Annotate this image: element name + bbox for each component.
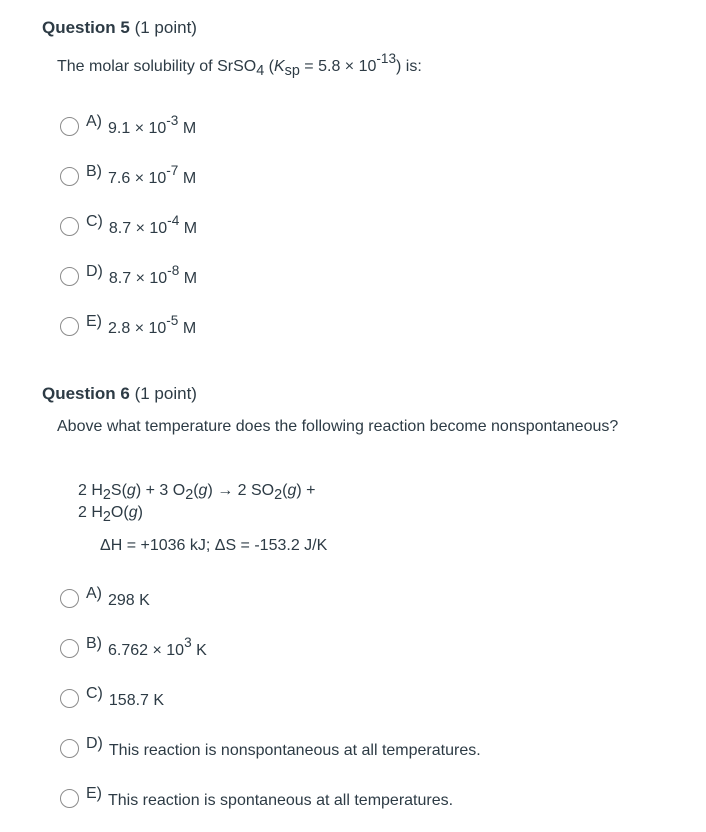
exponent: -7 — [166, 162, 179, 178]
option-letter: B) — [86, 163, 102, 180]
eq-text: ) + — [296, 482, 316, 499]
stem-text: = 5.8 × 10 — [299, 58, 377, 75]
radio-button[interactable] — [60, 167, 79, 186]
question-5-points: (1 point) — [134, 18, 197, 37]
reaction-equation-line-2 — [78, 504, 143, 526]
eq-text: O( — [110, 504, 129, 521]
mantissa: 8.7 × 10 — [108, 220, 168, 237]
mantissa: 9.1 × 10 — [108, 120, 167, 137]
mantissa: 8.7 × 10 — [108, 270, 168, 287]
unit: M — [178, 120, 197, 137]
option-value: 298 K — [108, 592, 150, 609]
eq-state: g — [198, 482, 208, 499]
option-value — [108, 162, 197, 188]
q5-option-a[interactable] — [60, 112, 197, 137]
question-6-number: Question 6 — [42, 384, 130, 403]
radio-button[interactable] — [60, 317, 79, 336]
radio-button[interactable] — [60, 589, 79, 608]
unit: M — [178, 170, 197, 187]
unit: M — [179, 220, 198, 237]
unit: M — [178, 320, 197, 337]
option-letter: A) — [86, 113, 102, 130]
radio-button[interactable] — [60, 689, 79, 708]
option-value: This reaction is spontaneous at all temperatures. — [108, 792, 454, 809]
eq-text: ( — [193, 482, 199, 499]
q5-option-b[interactable] — [60, 162, 197, 187]
radio-button[interactable] — [60, 217, 79, 236]
radio-button[interactable] — [60, 639, 79, 658]
q6-option-e[interactable] — [60, 785, 454, 809]
option-value: 158.7 K — [108, 692, 165, 709]
stem-exp: -13 — [376, 50, 397, 66]
q6-option-c[interactable] — [60, 685, 165, 709]
option-letter: E) — [86, 313, 102, 330]
option-value — [108, 312, 197, 338]
q6-option-b[interactable] — [60, 634, 207, 659]
eq-text: ) — [137, 504, 143, 521]
eq-state: g — [128, 504, 138, 521]
stem-sub: 4 — [256, 63, 265, 80]
option-letter: D) — [86, 735, 103, 752]
question-6-points: (1 point) — [134, 384, 197, 403]
eq-sub: 2 — [102, 509, 111, 526]
thermo-values: ΔH = +1036 kJ; ΔS = -153.2 J/K — [100, 537, 328, 554]
mantissa: 7.6 × 10 — [108, 170, 167, 187]
q5-option-d[interactable] — [60, 262, 198, 287]
option-value — [108, 634, 207, 660]
mantissa: 2.8 × 10 — [108, 320, 167, 337]
question-6-header — [42, 384, 197, 404]
radio-button[interactable] — [60, 789, 79, 808]
stem-text: The molar solubility of SrSO — [57, 58, 257, 75]
q6-option-d[interactable] — [60, 735, 481, 759]
unit: M — [179, 270, 198, 287]
q5-option-c[interactable] — [60, 212, 198, 237]
exponent: -8 — [167, 262, 180, 278]
option-value — [108, 212, 198, 238]
option-value — [108, 112, 197, 138]
stem-ksp: K — [273, 58, 285, 75]
option-letter: E) — [86, 785, 102, 802]
question-5-stem — [57, 50, 422, 80]
exponent: -3 — [166, 112, 179, 128]
stem-ksp-sub: sp — [284, 63, 300, 80]
option-letter: C) — [86, 685, 103, 702]
option-value: This reaction is nonspontaneous at all temperatures. — [108, 742, 481, 759]
eq-sub: 2 — [274, 487, 283, 504]
reaction-equation-line-1 — [78, 482, 316, 504]
option-value — [108, 262, 198, 288]
eq-text: 2 H — [78, 482, 103, 499]
eq-sub: 2 — [102, 487, 111, 504]
question-5-header — [42, 18, 197, 38]
stem-text: ( — [264, 58, 274, 75]
exponent: 3 — [184, 634, 192, 650]
radio-button[interactable] — [60, 739, 79, 758]
radio-button[interactable] — [60, 117, 79, 136]
mantissa: 6.762 × 10 — [108, 642, 185, 659]
stem-text: ) is: — [396, 58, 422, 75]
radio-button[interactable] — [60, 267, 79, 286]
exponent: -5 — [166, 312, 179, 328]
exponent: -4 — [167, 212, 180, 228]
option-letter: B) — [86, 635, 102, 652]
eq-sub: 2 — [185, 487, 194, 504]
unit: K — [191, 642, 207, 659]
eq-text: ) + 3 O — [135, 482, 186, 499]
q5-option-e[interactable] — [60, 312, 197, 337]
eq-text: ) → 2 SO — [207, 482, 275, 499]
question-5-number: Question 5 — [42, 18, 130, 37]
eq-text: ( — [282, 482, 288, 499]
eq-text: S( — [110, 482, 127, 499]
eq-state: g — [126, 482, 136, 499]
q6-option-a[interactable] — [60, 585, 150, 609]
eq-state: g — [287, 482, 297, 499]
question-6-stem: Above what temperature does the following reaction become nonspontaneous? — [57, 418, 619, 435]
option-letter: D) — [86, 263, 103, 280]
option-letter: C) — [86, 213, 103, 230]
option-letter: A) — [86, 585, 102, 602]
eq-text: 2 H — [78, 504, 103, 521]
